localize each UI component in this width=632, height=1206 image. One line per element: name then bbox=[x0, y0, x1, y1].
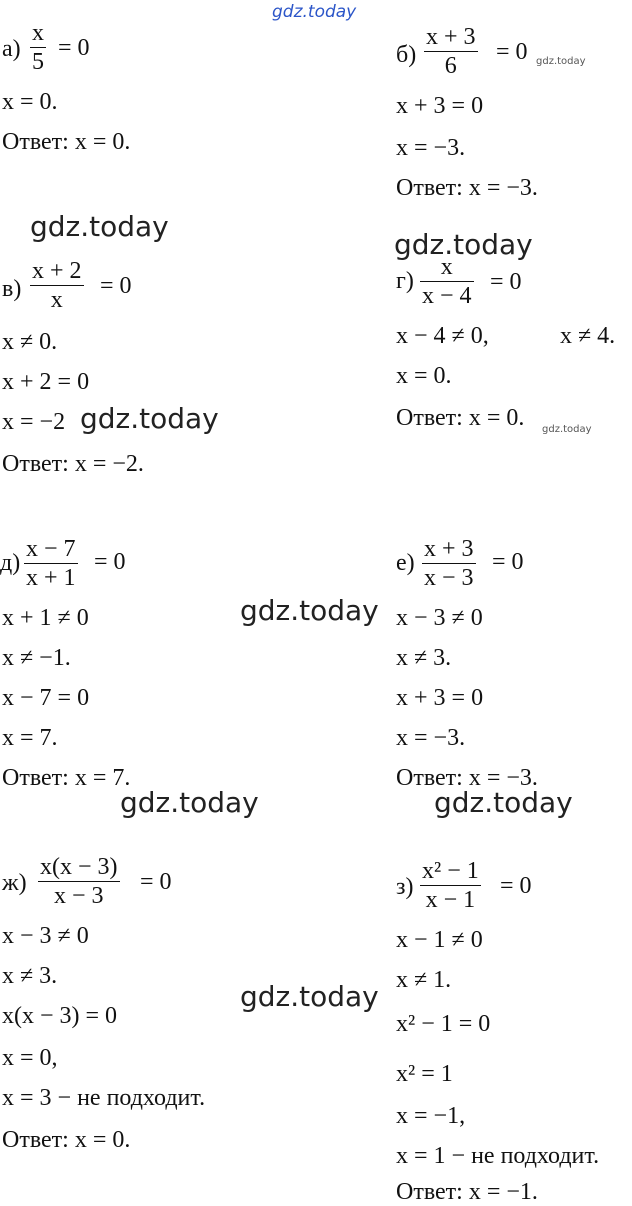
watermark-small: gdz.today bbox=[542, 424, 592, 435]
problem-e-line: x ≠ 3. bbox=[396, 645, 452, 671]
problem-v-denominator: x bbox=[50, 287, 63, 313]
problem-a-numerator: x bbox=[32, 20, 44, 46]
problem-g-rhs: = 0 bbox=[490, 269, 522, 295]
problem-z-line: x − 1 ≠ 0 bbox=[396, 927, 483, 953]
watermark: gdz.today bbox=[80, 402, 219, 435]
problem-d-line: x = 7. bbox=[2, 725, 58, 751]
problem-g-label: г) bbox=[396, 268, 414, 294]
problem-e-label: е) bbox=[396, 550, 415, 576]
problem-v-numerator: x + 2 bbox=[32, 258, 82, 284]
fraction-bar bbox=[38, 881, 120, 882]
problem-z-line: x² − 1 = 0 bbox=[396, 1011, 491, 1037]
problem-d-line: x − 7 = 0 bbox=[2, 685, 90, 711]
problem-g-fraction bbox=[420, 254, 474, 309]
problem-zh-line: x = 0, bbox=[2, 1045, 58, 1071]
watermark: gdz.today bbox=[240, 594, 379, 627]
problem-e-numerator: x + 3 bbox=[424, 536, 474, 562]
problem-g-line: x ≠ 4. bbox=[560, 323, 616, 349]
fraction-bar bbox=[424, 51, 478, 52]
problem-z-line: x = −1, bbox=[396, 1103, 466, 1129]
problem-a-label: а) bbox=[2, 36, 21, 62]
problem-a-line: x = 0. bbox=[2, 89, 58, 115]
watermark: gdz.today bbox=[30, 210, 169, 243]
problem-d-answer: Ответ: x = 7. bbox=[2, 765, 131, 791]
problem-g-answer: Ответ: x = 0. bbox=[396, 405, 525, 431]
problem-d-label: д) bbox=[0, 550, 21, 576]
problem-b-rhs: = 0 bbox=[496, 39, 528, 65]
problem-v-rhs: = 0 bbox=[100, 273, 132, 299]
problem-z-fraction bbox=[420, 858, 481, 913]
problem-z-line: x ≠ 1. bbox=[396, 967, 452, 993]
problem-d-fraction bbox=[24, 536, 78, 591]
problem-zh-label: ж) bbox=[2, 870, 27, 896]
problem-e-line: x + 3 = 0 bbox=[396, 685, 484, 711]
fraction-bar bbox=[420, 885, 481, 886]
problem-z-numerator: x² − 1 bbox=[422, 858, 479, 884]
watermark: gdz.today bbox=[240, 980, 379, 1013]
problem-zh-line: x − 3 ≠ 0 bbox=[2, 923, 89, 949]
problem-d-line: x + 1 ≠ 0 bbox=[2, 605, 89, 631]
problem-g-denominator: x − 4 bbox=[422, 283, 472, 309]
fraction-bar bbox=[24, 563, 78, 564]
problem-v-line: x + 2 = 0 bbox=[2, 369, 90, 395]
fraction-bar bbox=[30, 285, 84, 286]
problem-zh-line: x = 3 − не подходит. bbox=[2, 1085, 206, 1111]
problem-b-denominator: 6 bbox=[444, 53, 457, 79]
problem-z-denominator: x − 1 bbox=[425, 887, 476, 913]
problem-a-answer: Ответ: x = 0. bbox=[2, 129, 131, 155]
watermark: gdz.today bbox=[434, 786, 573, 819]
watermark: gdz.today bbox=[394, 228, 533, 261]
problem-z-answer: Ответ: x = −1. bbox=[396, 1179, 538, 1205]
fraction-bar bbox=[422, 563, 476, 564]
problem-b-answer: Ответ: x = −3. bbox=[396, 175, 538, 201]
problem-a-rhs: = 0 bbox=[58, 35, 90, 61]
problem-g-line: x = 0. bbox=[396, 363, 452, 389]
problem-v-line: x = −2 bbox=[2, 409, 66, 435]
watermark: gdz.today bbox=[120, 786, 259, 819]
problem-e-answer: Ответ: x = −3. bbox=[396, 765, 538, 791]
problem-e-fraction bbox=[422, 536, 476, 591]
watermark-small: gdz.today bbox=[536, 56, 586, 67]
problem-z-line: x² = 1 bbox=[396, 1061, 453, 1087]
problem-z-label: з) bbox=[396, 874, 414, 900]
problem-a-denominator: 5 bbox=[32, 49, 44, 75]
problem-b-line: x + 3 = 0 bbox=[396, 93, 484, 119]
problem-e-rhs: = 0 bbox=[492, 549, 524, 575]
problem-d-rhs: = 0 bbox=[94, 549, 126, 575]
problem-b-fraction bbox=[424, 24, 478, 79]
problem-g-line: x − 4 ≠ 0, bbox=[396, 323, 489, 349]
problem-g-numerator: x bbox=[440, 254, 453, 280]
problem-b-label: б) bbox=[396, 42, 417, 68]
problem-v-answer: Ответ: x = −2. bbox=[2, 451, 144, 477]
problem-v-fraction bbox=[30, 258, 84, 313]
problem-v-label: в) bbox=[2, 276, 22, 302]
problem-zh-line: x ≠ 3. bbox=[2, 963, 58, 989]
problem-e-denominator: x − 3 bbox=[424, 565, 474, 591]
problem-zh-numerator: x(x − 3) bbox=[40, 854, 118, 880]
problem-zh-fraction bbox=[38, 854, 120, 909]
problem-zh-answer: Ответ: x = 0. bbox=[2, 1127, 131, 1153]
problem-e-line: x = −3. bbox=[396, 725, 466, 751]
watermark-top: gdz.today bbox=[272, 2, 357, 22]
fraction-bar bbox=[420, 281, 474, 282]
fraction-bar bbox=[30, 47, 46, 48]
problem-b-line: x = −3. bbox=[396, 135, 466, 161]
problem-zh-line: x(x − 3) = 0 bbox=[2, 1003, 118, 1029]
problem-zh-rhs: = 0 bbox=[140, 869, 172, 895]
problem-zh-denominator: x − 3 bbox=[53, 883, 104, 909]
problem-d-numerator: x − 7 bbox=[26, 536, 76, 562]
problem-d-line: x ≠ −1. bbox=[2, 645, 71, 671]
problem-a-fraction bbox=[30, 20, 46, 75]
problem-z-rhs: = 0 bbox=[500, 873, 532, 899]
problem-v-line: x ≠ 0. bbox=[2, 329, 58, 355]
problem-z-line: x = 1 − не подходит. bbox=[396, 1143, 600, 1169]
problem-e-line: x − 3 ≠ 0 bbox=[396, 605, 483, 631]
problem-b-numerator: x + 3 bbox=[426, 24, 476, 50]
problem-d-denominator: x + 1 bbox=[26, 565, 76, 591]
